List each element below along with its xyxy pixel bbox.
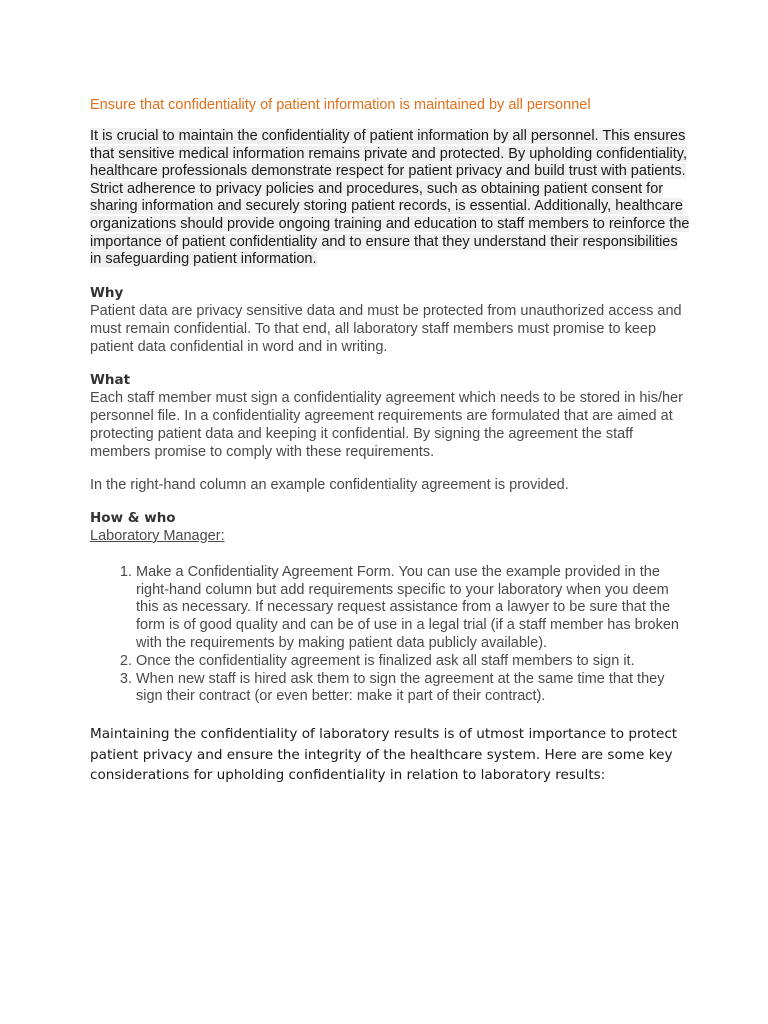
what-note: In the right-hand column an example confidentiality agreement is provided. [90,476,569,493]
why-heading: Why [90,284,124,301]
how-heading: How & who [90,509,176,526]
role-label: Laboratory Manager: [90,527,225,544]
list-item: 1. Make a Confidentiality Agreement Form. You can use the example provided in the right-hand column but add requirements specific to your laboratory when you deem this as necessary. If necessary request assistance from a lawyer to be sure that the form is of good quality and can be of use in a legal trial (if a staff member has broken with the requirements by making patient data publicly available). [136,564,690,653]
closing-paragraph: Maintaining the confidentiality of laboratory results is of utmost importance to protect patient privacy and ensure the integrity of the healthcare system. Here are some key considerations for upholding confidentiality in relation to laboratory results: [90,726,678,784]
why-paragraph: Patient data are privacy sensitive data and must be protected from unauthorized access and must remain confidential. To that end, all laboratory staff members must promise to keep patient data confidential in word and in writing. [90,302,682,355]
intro-text: It is crucial to maintain the confidentiality of patient information by all personnel. This ensures that sensitive medical information remains private and protected. By upholding confidentiality, healthcare professionals demonstrate respect for patient privacy and build trust with patients. Strict adherence to privacy policies and procedures, such as obtaining patient consent for sharing information and securely storing patient records, is essential. Additionally, healthcare organizations should provide ongoing training and education to staff members to reinforce the importance of patient confidentiality and to ensure that they understand their responsibilities in safeguarding patient information. [90,128,690,268]
section-how [90,509,690,706]
document-page [90,96,690,786]
section-what [90,371,690,494]
what-paragraph: Each staff member must sign a confidentiality agreement which needs to be stored in his/her personnel file. In a confidentiality agreement requirements are formulated that are aimed at protecting patient data and keeping it confidential. By signing the agreement the staff members promise to comply with these requirements. [90,389,683,460]
steps-list [90,564,690,706]
what-heading: What [90,371,131,388]
section-why [90,284,690,356]
list-item: 3. When new staff is hired ask them to sign the agreement at the same time that they sign their contract (or even better: make it part of their contract). [136,671,690,707]
document-title: Ensure that confidentiality of patient information is maintained by all personnel [90,97,591,113]
intro-paragraph [90,128,690,269]
list-item: 2. Once the confidentiality agreement is finalized ask all staff members to sign it. [136,653,690,671]
